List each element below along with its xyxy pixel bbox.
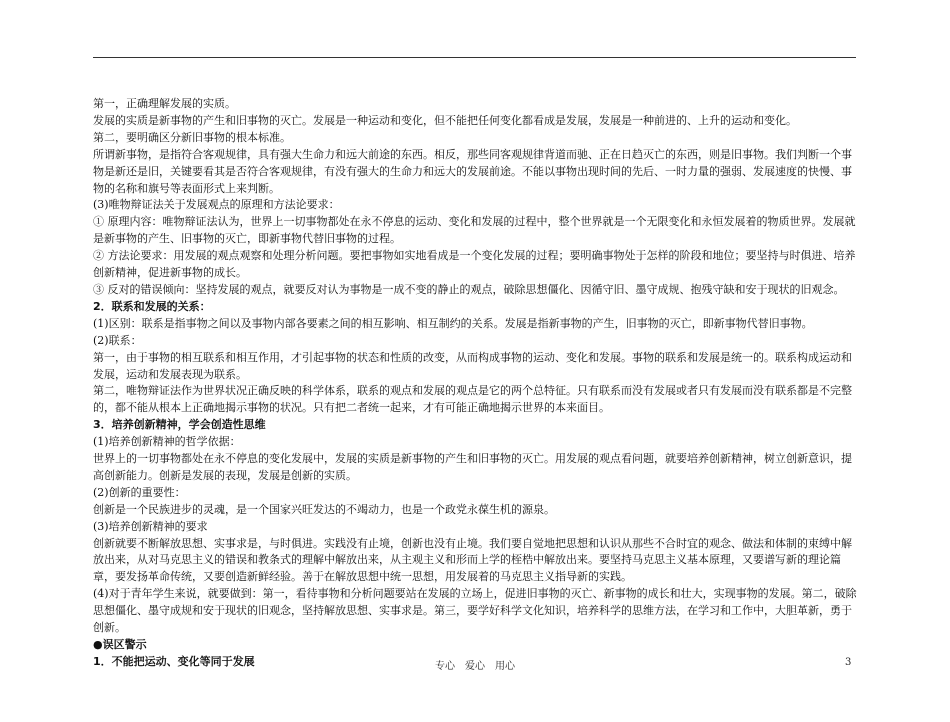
paragraph: 创新就要不断解放思想、实事求是，与时俱进。实践没有止境，创新也没有止境。我们要自觉地把思想和认识从那些不合时宜的观念、做法和体制的束缚中解放出来，从对马克思主义的错误和教条式的理解中解放出来，从主观主义和形而上学的桎梏中解放出来。要坚持马克思主义基本原理，又要谱写新的理论篇章，要发扬革命传统，又要创造新鲜经验。善于在解放思想中统一思想，用发展着的马克思主义指导新的实践。 <box>93 536 852 584</box>
paragraph: (2)联系： <box>93 333 142 347</box>
paragraph: ③ 反对的错误倾向：坚持发展的观点，就要反对认为事物是一成不变的静止的观点，破除思想僵化、因循守旧、墨守成规、抱残守缺和安于现状的旧观念。 <box>93 282 845 296</box>
section-heading: 3．培养创新精神，学会创造性思维 <box>93 418 266 432</box>
paragraph: 第一，正确理解发展的实质。 <box>93 97 236 110</box>
section-heading: ●误区警示 <box>93 638 147 651</box>
paragraph: ② 方法论要求：用发展的观点观察和处理分析问题。要把事物如实地看成是一个变化发展的过程；要明确事物处于怎样的阶段和地位；要坚持与时俱进、培养创新精神，促进新事物的成长。 <box>93 249 856 280</box>
paragraph: ① 原理内容：唯物辩证法认为，世界上一切事物都处在永不停息的运动、变化和发展的过程中，整个世界就是一个无限变化和永恒发展着的物质世界。发展就是新事物的产生、旧事物的灭亡，即新事物代替旧事物的过程。 <box>93 215 856 246</box>
page-footer: 专心 爱心 用心 <box>435 661 515 672</box>
paragraph: 发展的实质是新事物的产生和旧事物的灭亡。发展是一种运动和变化，但不能把任何变化都看成是发展，发展是一种前进的、上升的运动和变化。 <box>93 113 797 127</box>
paragraph: (4)对于青年学生来说，就要做到：第一，看待事物和分析问题要站在发展的立场上，促进旧事物的灭亡、新事物的成长和壮大，实现事物的发展。第二，破除思想僵化、墨守成规和安于现状的旧观念，坚持解放思想、实事求是。第三，要学好科学文化知识，培养科学的思维方法，在学习和工作中，大胆革新，勇于创新。 <box>93 587 857 635</box>
paragraph: (1)培养创新精神的哲学依据： <box>93 435 241 449</box>
paragraph: (2)创新的重要性： <box>93 485 186 499</box>
paragraph: (3)培养创新精神的要求 <box>93 519 208 533</box>
page-number: 3 <box>845 657 852 668</box>
paragraph: 第一，由于事物的相互联系和相互作用，才引起事物的状态和性质的改变，从而构成事物的运动、变化和发展。事物的联系和发展是统一的。联系构成运动和发展，运动和发展表现为联系。 <box>93 350 852 381</box>
paragraph: 第二，要明确区分新旧事物的根本标准。 <box>93 130 291 144</box>
header-rule <box>93 57 856 58</box>
paragraph: 世界上的一切事物都处在永不停息的变化发展中，发展的实质是新事物的产生和旧事物的灭亡。用发展的观点看问题，就要培养创新精神，树立创新意识，提高创新能力。创新是发展的表现，发展是创新的实质。 <box>93 452 852 482</box>
paragraph: (3)唯物辩证法关于发展观点的原理和方法论要求： <box>93 198 340 212</box>
paragraph: 创新是一个民族进步的灵魂，是一个国家兴旺发达的不竭动力，也是一个政党永葆生机的源泉。 <box>93 502 555 516</box>
section-heading: 2．联系和发展的关系： <box>93 299 211 313</box>
section-heading: 1．不能把运动、变化等同于发展 <box>93 654 255 668</box>
paragraph: 第二，唯物辩证法作为世界状况正确反映的科学体系，联系的观点和发展的观点是它的两个总特征。只有联系而没有发展或者只有发展而没有联系都是不完整的，都不能从根本上正确地揭示事物的状况。只有把二者统一起来，才有可能正确地揭示世界的本来面目。 <box>93 384 852 415</box>
paragraph: 所谓新事物，是指符合客观规律，具有强大生命力和远大前途的东西。相反，那些同客观规律背道而驰、正在日趋灭亡的东西，则是旧事物。我们判断一个事物是新还是旧，关键要看其是否符合客观规律，有没有强大的生命力和远大的发展前途。不能以事物出现时间的先后、一时力量的强弱、发展速度的快慢、事物的名称和旗号等表面形式上来判断。 <box>93 147 852 195</box>
paragraph: (1)区别：联系是指事物之间以及事物内部各要素之间的相互影响、相互制约的关系。发展是指新事物的产生，旧事物的灭亡，即新事物代替旧事物。 <box>93 316 813 330</box>
document-body <box>93 96 859 671</box>
